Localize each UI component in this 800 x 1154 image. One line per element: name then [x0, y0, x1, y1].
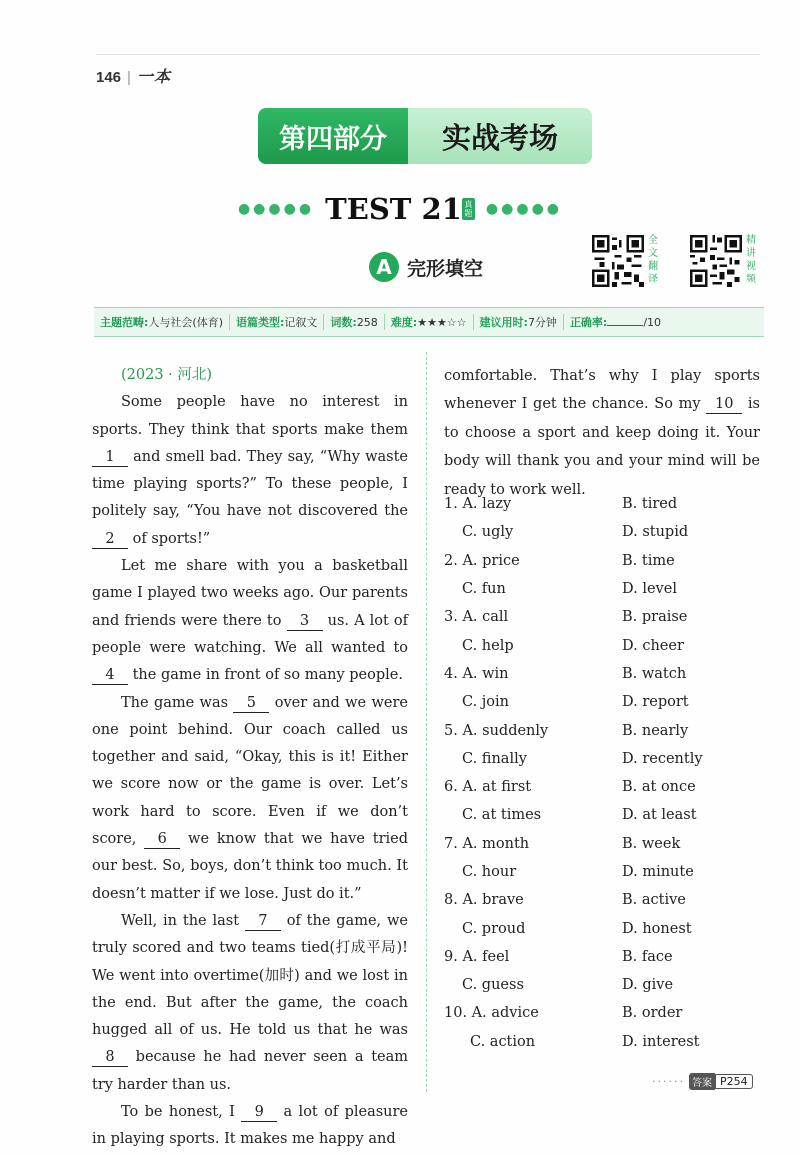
section-name: 完形填空: [407, 257, 484, 280]
paragraph-2: Let me share with you a basketball game I played two weeks ago. Our parents and friends were there to 3 us. A lot of people were watching. We all wanted to 4 the game in front of so many people.: [92, 558, 408, 684]
option-row: [444, 801, 760, 829]
option-right[interactable]: D. recently: [622, 750, 703, 767]
option-row: [444, 575, 760, 603]
option-left[interactable]: 9. A. feel: [444, 948, 510, 965]
qr-code-translation-icon[interactable]: [592, 235, 644, 287]
header-separator: |: [127, 69, 131, 86]
option-row: [444, 716, 760, 744]
option-row: [444, 631, 760, 659]
option-left[interactable]: 2. A. price: [444, 552, 520, 569]
part-title: 实战考场: [408, 108, 592, 164]
option-left[interactable]: 8. A. brave: [444, 892, 524, 909]
option-right[interactable]: D. cheer: [622, 637, 684, 654]
option-left[interactable]: 1. A. lazy: [444, 496, 512, 513]
paragraph-4: Well, in the last 7 of the game, we truly scored and two teams tied(打成平局)! We went into overtime(加时) and we lost in the end. But after the game, the coach hugged all of us. He told us that he was 8 because he had never seen a team try harder than us.: [92, 912, 408, 1093]
blank-5[interactable]: 5: [233, 694, 269, 713]
option-left[interactable]: C. finally: [462, 750, 527, 767]
option-row: [444, 547, 760, 575]
option-left[interactable]: C. action: [470, 1033, 536, 1050]
blank-1[interactable]: 1: [92, 448, 128, 467]
option-right[interactable]: D. stupid: [622, 524, 689, 541]
option-right[interactable]: B. active: [622, 892, 686, 909]
info-time: 建议用时:7分钟: [474, 314, 564, 330]
part-label: 第四部分: [258, 108, 408, 164]
paragraph-5-continued: comfortable. That’s why I play sports whenever I get the chance. So my 10 is to choose a sport and keep doing it. Your body will thank you and your mind will be ready to work well.: [444, 368, 760, 498]
answer-reference[interactable]: [652, 1073, 753, 1090]
page-number: 146: [96, 69, 122, 86]
blank-3[interactable]: 3: [287, 612, 323, 631]
option-left[interactable]: C. fun: [462, 581, 506, 598]
option-row: [444, 943, 760, 971]
option-right[interactable]: B. tired: [622, 496, 678, 513]
option-row: [444, 999, 760, 1027]
info-genre: 语篇类型:记叙文: [230, 314, 324, 330]
blank-6[interactable]: 6: [144, 830, 180, 849]
option-left[interactable]: C. join: [462, 694, 509, 711]
option-row: [444, 603, 760, 631]
option-left[interactable]: 3. A. call: [444, 609, 509, 626]
qr-label-translation: 全 文 翻 译: [648, 235, 658, 285]
option-right[interactable]: D. report: [622, 694, 689, 711]
dots-left-decoration: ●●●●●: [237, 201, 315, 217]
paragraph-3: The game was 5 over and we were one point behind. Our coach called us together and said, “Okay, this is it! Either we score now or the game is over. Let’s work hard to score. Even if we don’t score, 6 we know that we have tried our best. So, boys, don’t think too much. It doesn’t matter if we lose. Just do it.”: [92, 694, 408, 902]
top-rule: [96, 54, 760, 55]
option-right[interactable]: B. praise: [622, 609, 688, 626]
option-row: [444, 745, 760, 773]
option-row: [444, 660, 760, 688]
option-left[interactable]: 5. A. suddenly: [444, 722, 549, 739]
option-left[interactable]: 7. A. month: [444, 835, 530, 852]
option-right[interactable]: B. order: [622, 1005, 683, 1022]
answer-tag: 答案: [689, 1073, 715, 1090]
qr-label-video: 精 讲 视 频: [746, 235, 756, 285]
option-right[interactable]: D. minute: [622, 864, 694, 880]
option-left[interactable]: 6. A. at first: [444, 779, 532, 796]
option-left[interactable]: C. ugly: [462, 524, 514, 541]
option-left[interactable]: 4. A. win: [444, 665, 509, 682]
option-right[interactable]: D. honest: [622, 920, 692, 937]
passage-source: (2023 · 河北): [121, 367, 213, 383]
option-right[interactable]: B. nearly: [622, 722, 689, 739]
info-theme: 主题范畴:人与社会(体育): [94, 314, 230, 330]
option-left[interactable]: C. hour: [462, 864, 517, 880]
info-bar: [94, 307, 764, 337]
option-row: [444, 971, 760, 999]
option-right[interactable]: B. time: [622, 552, 675, 569]
option-row: [444, 688, 760, 716]
option-left[interactable]: C. at times: [462, 807, 542, 824]
option-row: [444, 490, 760, 518]
answer-dots: ······: [652, 1075, 685, 1088]
option-right[interactable]: B. week: [622, 835, 681, 852]
section-heading: [369, 252, 483, 282]
option-left[interactable]: C. proud: [462, 920, 526, 937]
blank-9[interactable]: 9: [241, 1103, 277, 1122]
option-right[interactable]: D. give: [622, 977, 674, 994]
blank-4[interactable]: 4: [92, 666, 128, 685]
option-row: [444, 773, 760, 801]
option-right[interactable]: D. at least: [622, 807, 697, 824]
dots-right-decoration: ●●●●●: [485, 201, 563, 217]
option-left[interactable]: C. help: [462, 637, 514, 654]
part-banner: [258, 108, 592, 164]
option-row: [444, 518, 760, 546]
option-left[interactable]: C. guess: [462, 977, 524, 994]
test-heading: [0, 192, 800, 226]
brand-logo-text: 一本: [136, 69, 171, 86]
info-accuracy: 正确率: /10: [569, 316, 662, 329]
page-header: [96, 64, 171, 87]
paragraph-5: To be honest, I 9 a lot of pleasure in playing sports. It makes me happy and: [92, 1104, 409, 1148]
info-difficulty: 难度:★★★☆☆: [385, 314, 474, 330]
blank-8[interactable]: 8: [92, 1048, 128, 1067]
passage-left-column: [92, 362, 408, 1154]
paragraph-1: Some people have no interest in sports. They think that sports make them 1 and smell bad. They say, “Why waste time playing sports?” To these people, I politely say, “You have not discovered the 2 of sports!”: [92, 394, 408, 547]
blank-2[interactable]: 2: [92, 530, 128, 549]
accuracy-blank[interactable]: [607, 315, 643, 326]
answer-page: P254: [715, 1074, 753, 1089]
option-right[interactable]: D. level: [622, 581, 677, 598]
test-title: TEST 21: [325, 192, 462, 226]
option-right[interactable]: D. interest: [622, 1033, 700, 1050]
blank-7[interactable]: 7: [245, 912, 281, 931]
option-row: [444, 914, 760, 942]
answer-options: [444, 490, 760, 1056]
section-letter-icon: A: [369, 252, 399, 282]
blank-10[interactable]: 10: [706, 395, 742, 414]
option-right[interactable]: B. face: [622, 948, 673, 965]
option-row: [444, 830, 760, 858]
option-right[interactable]: B. at once: [622, 779, 696, 796]
option-left[interactable]: 10. A. advice: [444, 1005, 539, 1022]
passage-right-column: [444, 362, 760, 504]
option-right[interactable]: B. watch: [622, 665, 687, 682]
option-row: [444, 858, 760, 886]
info-words: 词数:258: [324, 314, 384, 330]
option-row: [444, 886, 760, 914]
qr-code-video-icon[interactable]: [690, 235, 742, 287]
option-row: [444, 1028, 760, 1056]
real-exam-tag: 真题: [462, 198, 475, 220]
column-divider: [426, 352, 427, 1092]
